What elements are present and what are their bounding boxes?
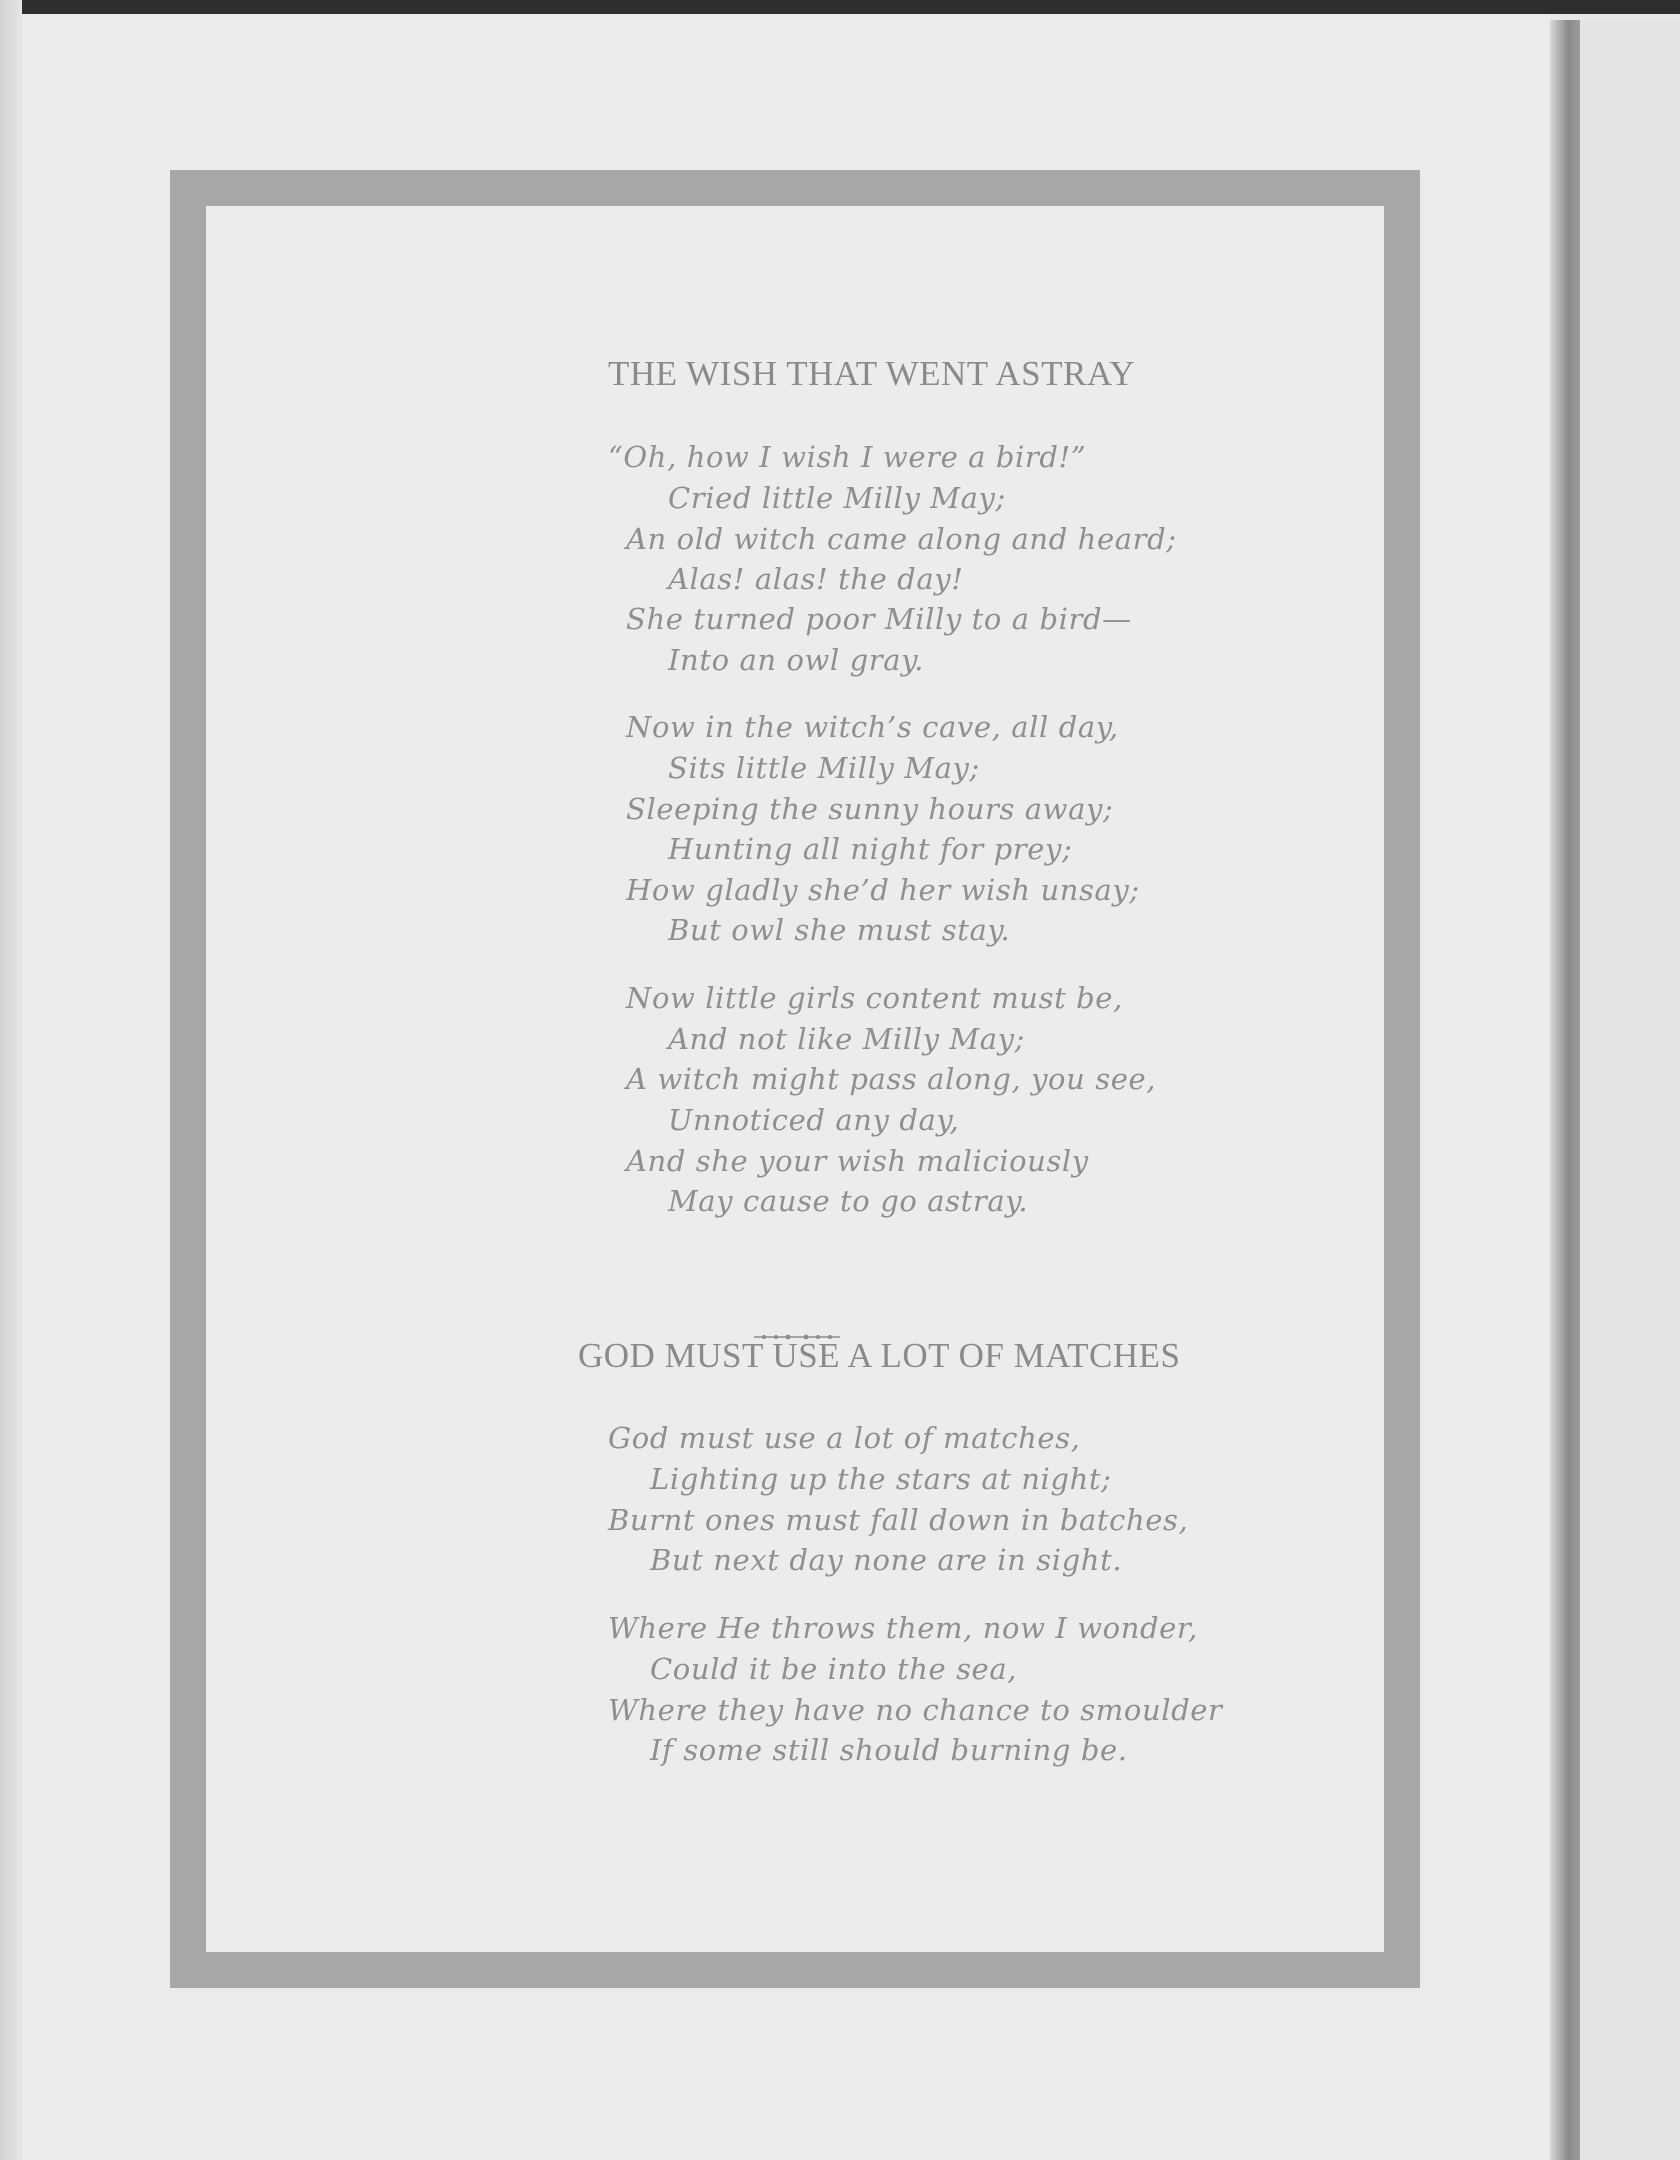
poem-line: And not like Milly May; (668, 1022, 1025, 1056)
poem-line: And she your wish maliciously (626, 1144, 1089, 1178)
poem-line: Cried little Milly May; (668, 481, 1006, 515)
poem-line: But owl she must stay. (668, 913, 1011, 947)
poem-line: Sits little Milly May; (668, 751, 980, 785)
poem-line: Lighting up the stars at night; (650, 1462, 1112, 1496)
poem-line: Where they have no chance to smoulder (608, 1693, 1223, 1727)
poem-line: Sleeping the sunny hours away; (626, 792, 1114, 826)
poem-line: Into an owl gray. (668, 643, 925, 677)
poem-line: “Oh, how I wish I were a bird!” (608, 440, 1087, 474)
poem-line: She turned poor Milly to a bird— (626, 602, 1132, 636)
poem-line: If some still should burning be. (650, 1733, 1128, 1767)
poem-line: But next day none are in sight. (650, 1543, 1123, 1577)
adjacent-page-edge (1580, 20, 1680, 2160)
poem-content (206, 206, 1384, 1952)
poem-line: Burnt ones must fall down in batches, (608, 1503, 1189, 1537)
poem-line: A witch might pass along, you see, (626, 1062, 1157, 1096)
poem-line: God must use a lot of matches, (608, 1421, 1081, 1455)
poem-line: Now little girls content must be, (626, 981, 1123, 1015)
decorative-border-frame (170, 170, 1420, 1988)
scan-left-edge (0, 0, 22, 2160)
poem-line: Hunting all night for prey; (668, 832, 1073, 866)
book-binding-shadow (1550, 20, 1580, 2160)
poem-title-god-must-use-a-lot-of-matches: GOD MUST USE A LOT OF MATCHES (578, 1336, 1181, 1375)
poem-line: Alas! alas! the day! (668, 562, 964, 596)
poem-line: How gladly she’d her wish unsay; (626, 873, 1140, 907)
poem-line: Where He throws them, now I wonder, (608, 1611, 1198, 1645)
poem-line: Unnoticed any day, (668, 1103, 960, 1137)
poem-line: Now in the witch’s cave, all day, (626, 710, 1119, 744)
poem-line: An old witch came along and heard; (626, 522, 1177, 556)
poem-title-wish-that-went-astray: THE WISH THAT WENT ASTRAY (608, 354, 1136, 393)
scan-top-edge (0, 0, 1680, 14)
poem-line: Could it be into the sea, (650, 1652, 1018, 1686)
poem-line: May cause to go astray. (668, 1184, 1029, 1218)
